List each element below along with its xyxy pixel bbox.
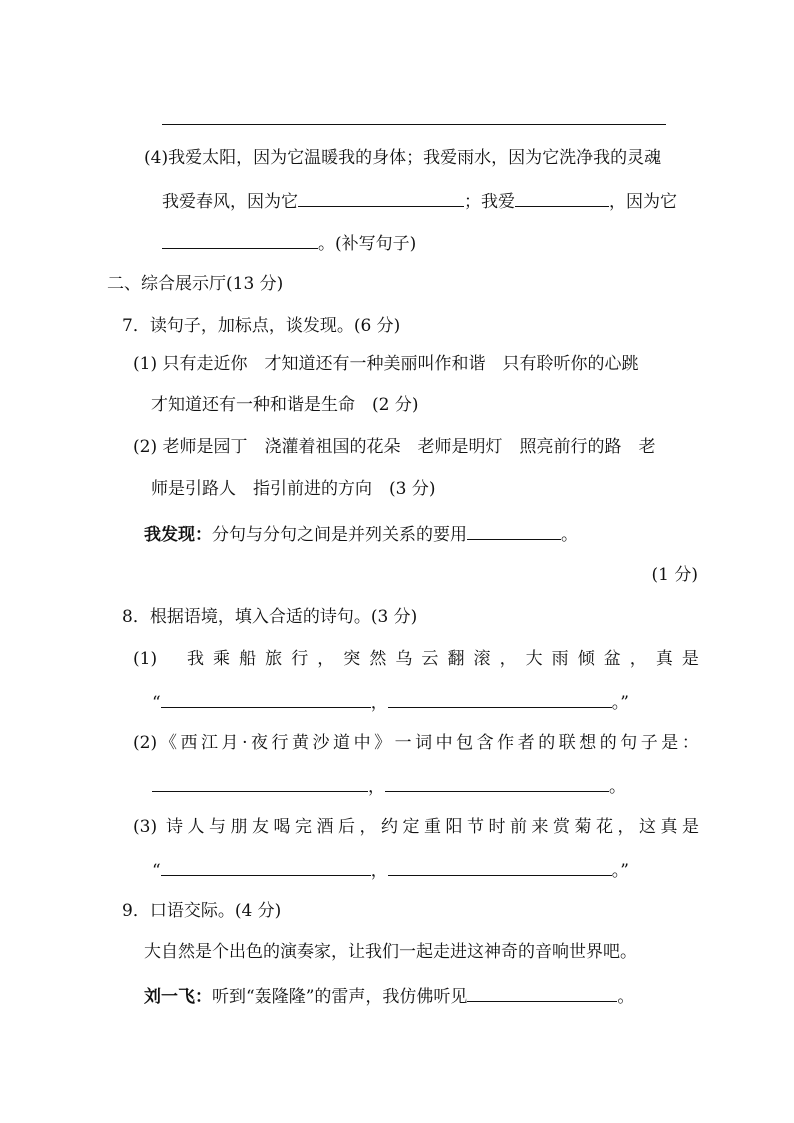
q7-s1-line1: (1) 只有走近你 才知道还有一种美丽叫作和谐 只有聆听你的心跳: [133, 354, 639, 374]
q6-4-blank-1[interactable]: [298, 188, 464, 207]
q8-s1-quote-open: “: [152, 693, 161, 713]
q8-s3-answer: [152, 857, 629, 883]
q8-s1-char: 大: [525, 649, 543, 669]
q7-s2-line2: 师是引路人 指引前进的方向 (3 分): [151, 479, 436, 499]
q8-s2-char: 一: [394, 733, 412, 753]
q8-s3-char: 喝: [273, 817, 291, 837]
q8-s1-num: (1): [133, 649, 158, 669]
q6-4-blank-3[interactable]: [162, 230, 318, 249]
q8-s2-char: 含: [476, 733, 494, 753]
q8-s1-blank-1[interactable]: [161, 689, 371, 708]
q8-title: 8．根据语境，填入合适的诗句。(3 分): [122, 607, 418, 627]
q8-s2-comma: ，: [368, 777, 385, 797]
q8-s3-comma: ，: [370, 861, 388, 881]
q8-s3-char: 酒: [316, 817, 334, 837]
q7-discover-end: 。: [561, 525, 578, 545]
q8-s2-char: 句: [620, 733, 638, 753]
q8-s3-char: ，: [359, 817, 377, 837]
q8-s1-char: ，: [629, 649, 647, 669]
q7-discover-blank[interactable]: [467, 521, 561, 540]
q8-s3-char: 定: [402, 817, 420, 837]
q8-s3-char: ，: [617, 817, 635, 837]
q8-s3-char: 花: [596, 817, 613, 837]
q8-s2-char: 夜: [250, 733, 268, 753]
q8-s3-char: 前: [510, 817, 527, 837]
q8-s2-blank-2[interactable]: [385, 773, 609, 792]
q8-s2-char: 子: [640, 733, 658, 753]
q8-s2-char: 行: [271, 733, 289, 753]
q7-discover: [144, 521, 578, 547]
q8-s1-char: 突: [343, 649, 361, 669]
q8-s3-char: 来: [531, 817, 549, 837]
q8-s2-char: ·: [242, 733, 248, 753]
q8-s2-char: 江: [201, 733, 219, 753]
q9-intro: 大自然是个出色的演奏家，让我们一起走进这神奇的音响世界吧。: [144, 942, 637, 962]
q8-s1-comma: ，: [370, 693, 388, 713]
q8-s2-char: 月: [221, 733, 239, 753]
q8-s3-char: 后: [338, 817, 355, 837]
q8-s1-char: 然: [369, 649, 387, 669]
q8-s1-blank-2[interactable]: [388, 689, 612, 708]
q8-s2-char: 》: [374, 733, 392, 753]
q8-s2-blank-1[interactable]: [152, 773, 368, 792]
q7-s1-line2: 才知道还有一种和谐是生命 (2 分): [151, 395, 419, 415]
q8-s3-char: 诗: [166, 817, 183, 837]
q8-s1-char: 船: [239, 649, 257, 669]
q8-s3-char: 朋: [230, 817, 248, 837]
q8-s2-char: 想: [579, 733, 597, 753]
q8-s1-text: [187, 647, 699, 671]
q8-s2-answer: [152, 773, 626, 799]
q8-s2-char: 中: [353, 733, 371, 753]
q6-4-line2: [162, 188, 677, 214]
q8-s1-char: 乌: [395, 649, 413, 669]
q8-s2-char: ：: [681, 733, 699, 753]
q9-title: 9．口语交际。(4 分): [122, 901, 282, 921]
q8-s1-char: 行: [291, 649, 309, 669]
q8-s3-text: [166, 815, 699, 839]
q8-s2-char: 沙: [312, 733, 330, 753]
q7-s2-line1: (2) 老师是园丁 浇灌着祖国的花朵 老师是明灯 照亮前行的路 老: [133, 437, 656, 457]
q7-title: 7．读句子，加标点，谈发现。(6 分): [122, 316, 401, 336]
q8-s1-char: ，: [317, 649, 335, 669]
q8-s1-char: ，: [499, 649, 517, 669]
q8-s1-char: 云: [421, 649, 439, 669]
q8-s1-char: 真: [655, 649, 673, 669]
q8-s2-char: 包: [456, 733, 474, 753]
q8-s1-char: 滚: [473, 649, 491, 669]
q8-s2-char: 中: [435, 733, 453, 753]
q8-s3-blank-2[interactable]: [388, 857, 612, 876]
q8-s2-char: 词: [415, 733, 433, 753]
q6-4-text-c: ，因为它: [609, 192, 677, 212]
q8-s1-char: 乘: [213, 649, 231, 669]
q8-s3-char: 节: [467, 817, 484, 837]
q9-speaker: 刘一飞：: [144, 987, 212, 1007]
q7-discover-score: (1 分): [651, 565, 698, 585]
q6-4-line1: (4)我爱太阳，因为它温暖我的身体；我爱雨水，因为它洗净我的灵魂: [144, 148, 662, 168]
q8-s3-char: 时: [488, 817, 506, 837]
q8-s3-char: 这: [639, 817, 656, 837]
q8-s3-char: 友: [252, 817, 269, 837]
section2-title: 二、综合展示厅(13 分): [107, 274, 284, 294]
q8-s2-char: 黄: [292, 733, 310, 753]
q8-s1-char: 翻: [447, 649, 465, 669]
q6-4-text-a: 我爱春风，因为它: [162, 192, 298, 212]
q8-s3-num: (3): [133, 817, 158, 837]
q8-s1-char: 是: [681, 649, 699, 669]
q8-s3-quote-open: “: [152, 861, 161, 881]
q8-s3-char: 完: [295, 817, 312, 837]
q8-s2-num: (2): [133, 733, 158, 753]
q9-blank[interactable]: [467, 983, 617, 1002]
q8-s3-char: 菊: [574, 817, 592, 837]
q8-s2-char: 道: [333, 733, 351, 753]
q8-s3-char: 重: [424, 817, 441, 837]
q8-s1-char: 旅: [265, 649, 283, 669]
q8-s3-char: 约: [381, 817, 398, 837]
q8-s1-char: 我: [187, 649, 204, 669]
q8-s3-blank-1[interactable]: [161, 857, 371, 876]
q8-s1-answer: [152, 689, 629, 715]
q8-s1-quote-close: 。”: [611, 693, 629, 713]
q8-s3-char: 是: [682, 817, 699, 837]
q8-s3-char: 与: [209, 817, 226, 837]
q8-s2-char: 联: [558, 733, 576, 753]
answer-line-top[interactable]: [162, 124, 666, 125]
q8-s3-char: 阳: [445, 817, 463, 837]
q8-s1-char: 倾: [577, 649, 595, 669]
q8-s2-char: 的: [599, 733, 617, 753]
q8-s1-char: 雨: [551, 649, 569, 669]
q8-s2-char: 是: [661, 733, 679, 753]
q8-s2-char: 西: [180, 733, 198, 753]
q9-line-text: 听到“轰隆隆”的雷声，我仿佛听见: [212, 987, 468, 1007]
q8-s3-char: 真: [660, 817, 678, 837]
q8-s3-quote-close: 。”: [611, 861, 629, 881]
q7-discover-text: 分句与分句之间是并列关系的要用: [212, 525, 467, 545]
q8-s3-char: 人: [187, 817, 205, 837]
q7-discover-label: 我发现：: [144, 525, 212, 545]
q8-s2-char: 《: [160, 733, 177, 753]
q8-s3-char: 赏: [553, 817, 570, 837]
q8-s2-char: 作: [497, 733, 515, 753]
q8-s1-char: 盆: [603, 649, 621, 669]
q8-s2-char: 者: [517, 733, 535, 753]
q6-4-line3: [162, 230, 416, 256]
q9-line: [144, 983, 634, 1009]
q6-4-blank-2[interactable]: [515, 188, 609, 207]
q9-end: 。: [617, 987, 635, 1007]
q8-s2-end: 。: [609, 777, 626, 797]
q8-s2-char: 的: [538, 733, 556, 753]
q6-4-text-b: ；我爱: [464, 192, 515, 212]
q8-s2-text: [160, 731, 699, 755]
q6-4-end: 。(补写句子): [318, 234, 417, 254]
